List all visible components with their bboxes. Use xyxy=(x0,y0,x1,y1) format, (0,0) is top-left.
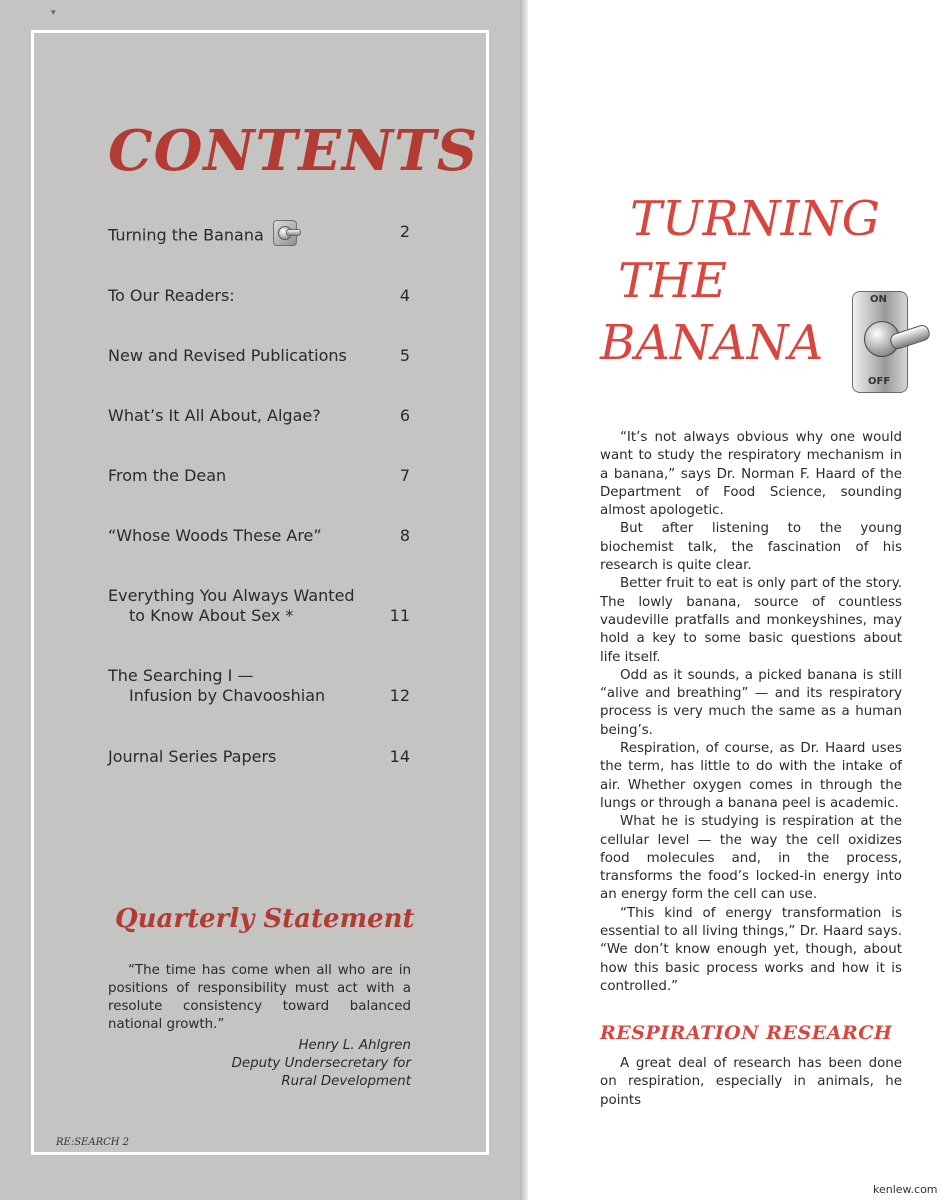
toc-item-page: 11 xyxy=(389,606,410,625)
toc-item-page: 14 xyxy=(389,747,410,766)
quote-attribution xyxy=(160,1037,411,1091)
author-title-line: Deputy Undersecretary for xyxy=(231,1056,411,1071)
article-paragraph: But after listening to the young biochemist talk, the fascination of his research is quite clear. xyxy=(600,521,902,574)
article-paragraph: Better fruit to eat is only part of the story. The lowly banana, source of countless vaudeville pratfalls and monkeyshines, may hold a key to some basic questions about life itself. xyxy=(600,576,902,665)
page-folio: RE:SEARCH 2 xyxy=(56,1137,130,1148)
toc-item-title: To Our Readers: xyxy=(108,286,235,305)
toc-item-title: The Searching I — Infusion by Chavooshian xyxy=(108,666,326,705)
switch-off-label: OFF xyxy=(868,376,891,387)
page-gutter xyxy=(520,0,528,1200)
toc-item-title: Turning the Banana xyxy=(108,222,378,250)
author-title-line: Rural Development xyxy=(281,1074,411,1089)
toc-item-page: 12 xyxy=(389,686,410,705)
article-title-line: BANANA xyxy=(600,315,824,371)
toc-item-page: 4 xyxy=(399,286,410,305)
quarterly-statement-quote: “The time has come when all who are in positions of responsibility must act with a resolute consistency toward balanced national growth.” xyxy=(108,963,411,1032)
article-paragraph: What he is studying is respiration at the cellular level — the way the cell oxidizes food molecules and, in the process, transforms the food’s locked-in energy into an energy form the cell can use. xyxy=(600,814,902,903)
article-body-continued xyxy=(600,1055,902,1110)
toc-item-page: 2 xyxy=(399,222,410,241)
article-paragraph: “It’s not always obvious why one would want to study the respiratory mechanism in a banana,” says Dr. Norman F. Haard of the Department of Food Science, sounding almost apologetic. xyxy=(600,430,902,519)
toggle-switch-icon xyxy=(270,218,300,246)
article-title-line: THE xyxy=(618,253,727,309)
article-paragraph: Odd as it sounds, a picked banana is still “alive and breathing” — and its respiratory process is very much the same as a human being’s. xyxy=(600,667,902,738)
article-paragraph: Respiration, of course, as Dr. Haard uses the term, has little to do with the intake of air. Whether oxygen comes in through the lungs or through a banana peel is academic. xyxy=(600,741,902,811)
section-subheading: RESPIRATION RESEARCH xyxy=(600,1022,893,1044)
toc-item-title: Journal Series Papers xyxy=(108,747,277,766)
toc-item-title: “Whose Woods These Are” xyxy=(108,526,322,545)
toc-item-title: From the Dean xyxy=(108,466,227,485)
watermark: kenlew.com xyxy=(873,1183,938,1196)
toc-item-page: 6 xyxy=(399,406,410,425)
article-paragraph: A great deal of research has been done on respiration, especially in animals, he points xyxy=(600,1056,902,1108)
switch-on-label: ON xyxy=(870,294,887,305)
article-body xyxy=(600,429,902,996)
toggle-switch-icon xyxy=(846,291,930,393)
toc-item-title: What’s It All About, Algae? xyxy=(108,406,321,425)
toc-item-title: Everything You Always Wanted to Know About Sex * xyxy=(108,586,355,625)
article-paragraph: “This kind of energy transformation is essential to all living things,” Dr. Haard says. “We don’t know enough yet, though, about how this basic process works and how it is controlled.” xyxy=(600,905,902,994)
toc-item-page: 8 xyxy=(399,526,410,545)
quarterly-statement-heading: Quarterly Statement xyxy=(115,904,415,934)
contents-heading: CONTENTS xyxy=(108,118,479,184)
article-title-line: TURNING xyxy=(630,191,880,247)
toc-item-page: 7 xyxy=(399,466,410,485)
author-name: Henry L. Ahlgren xyxy=(298,1038,411,1053)
toc-item-title: New and Revised Publications xyxy=(108,346,347,365)
toc-item-page: 5 xyxy=(399,346,410,365)
corner-mark: ▾ xyxy=(51,8,56,18)
